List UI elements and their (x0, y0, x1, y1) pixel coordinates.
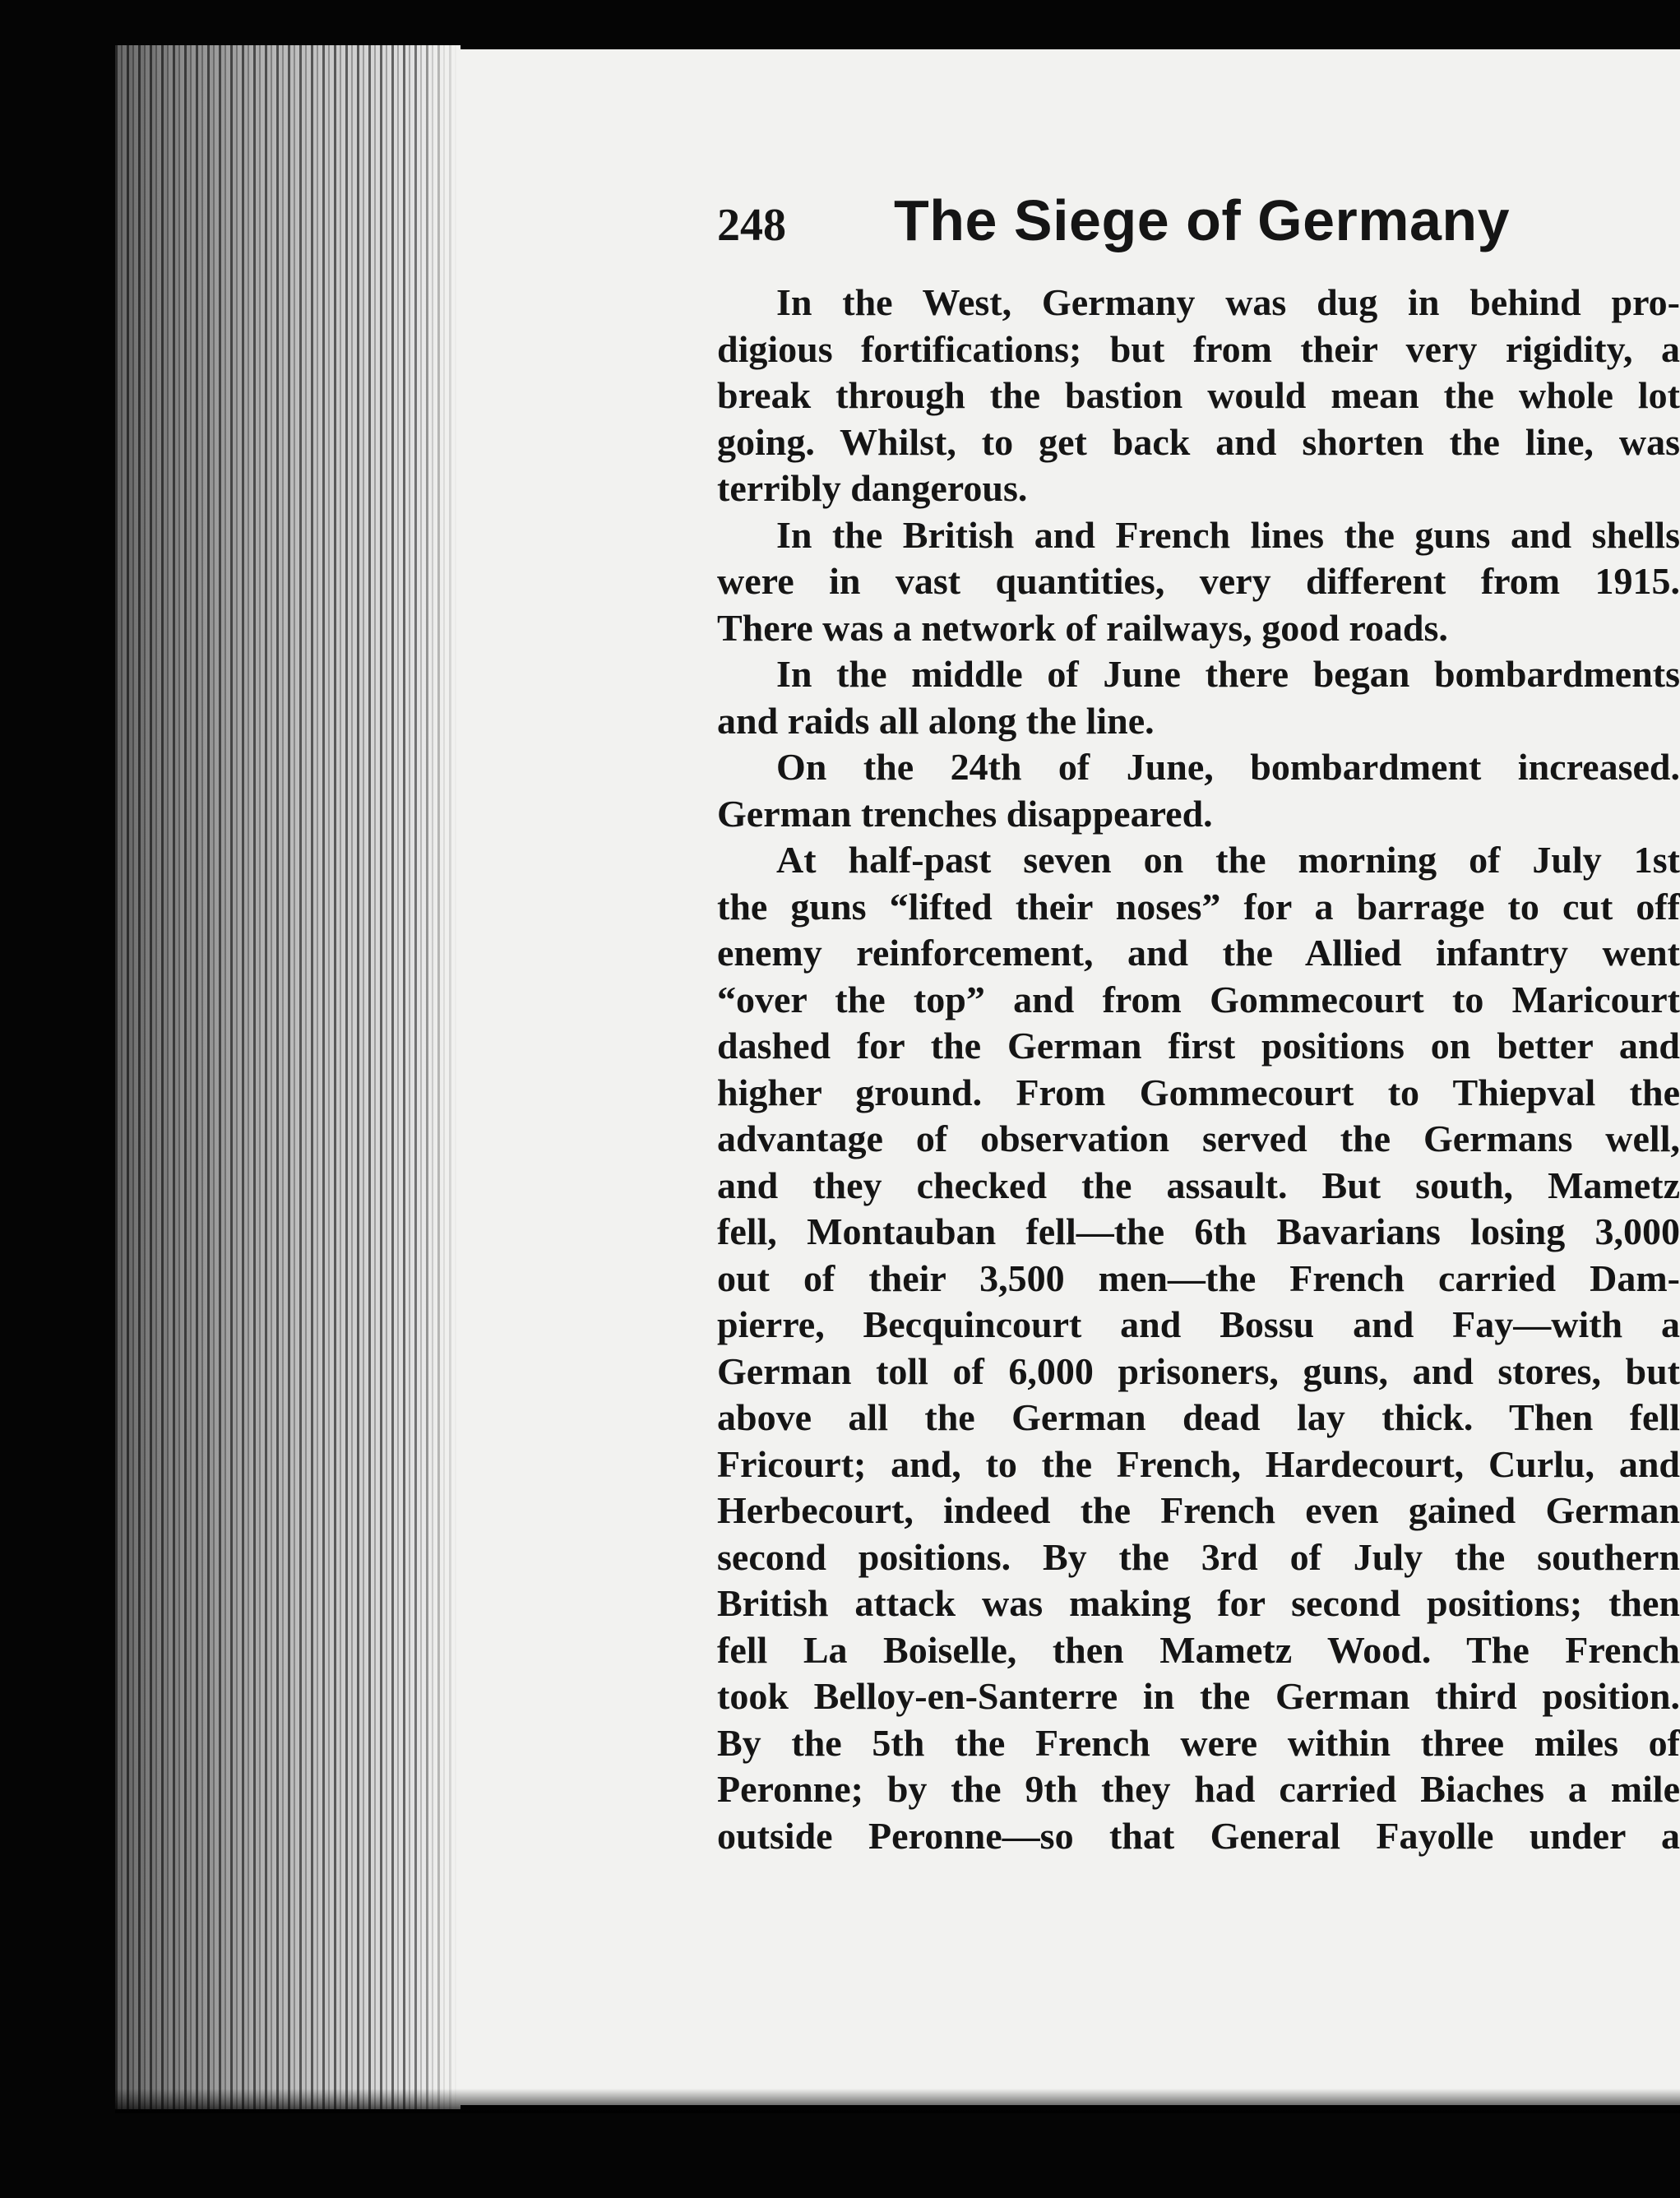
paragraph (717, 651, 1680, 744)
text-line: were in vast quantities, very different from 1915. (717, 560, 1680, 602)
page-number: 248 (717, 200, 786, 251)
text-line: German trenches disappeared. (717, 792, 1213, 835)
paragraph (717, 512, 1680, 652)
text-line: outside Peronne—so that General Fayolle under a (717, 1814, 1680, 1857)
paragraph (717, 744, 1680, 837)
text-line: enemy reinforcement, and the Allied infantry went (717, 932, 1680, 974)
text-line: By the 5th the French were within three miles of (717, 1721, 1680, 1764)
text-line: “over the top” and from Gommecourt to Maricourt (717, 978, 1680, 1020)
text-line: advantage of observation served the Germans well, (717, 1118, 1680, 1159)
text-line: There was a network of railways, good roads. (717, 606, 1448, 649)
text-line: At half-past seven on the morning of July 1st (776, 839, 1680, 881)
text-line: Peronne; by the 9th they had carried Biaches a mile (717, 1768, 1680, 1810)
text-line: terribly dangerous. (717, 467, 1028, 509)
paragraph (717, 280, 1680, 512)
text-line: higher ground. From Gommecourt to Thiepval the (717, 1071, 1680, 1113)
text-line: dashed for the German first positions on better and (717, 1025, 1680, 1067)
book-title: The Siege of Germany (894, 188, 1511, 252)
text-line: In the West, Germany was dug in behind pro- (776, 281, 1680, 323)
text-line: above all the German dead lay thick. Then fell (717, 1396, 1680, 1438)
text-line: took Belloy-en-Santerre in the German third position. (717, 1675, 1680, 1717)
text-line: On the 24th of June, bombardment increased. (776, 746, 1680, 788)
text-line: second positions. By the 3rd of July the southern (717, 1535, 1680, 1578)
text-line: and they checked the assault. But south, Mametz (717, 1164, 1680, 1206)
page-bottom-shadow (115, 2089, 1680, 2113)
text-line: break through the bastion would mean the whole lot (717, 374, 1680, 416)
page-text-block (717, 189, 1680, 1859)
text-line: digious fortifications; but from their very rigidity, a (717, 327, 1680, 370)
text-line: British attack was making for second positions; then (717, 1582, 1680, 1624)
text-line: German toll of 6,000 prisoners, guns, and stores, but (717, 1349, 1680, 1392)
text-line: Herbecourt, indeed the French even gained German (717, 1489, 1680, 1531)
text-line: fell, Montauban fell—the 6th Bavarians losing 3,000 (717, 1210, 1680, 1252)
page-edges-stack (115, 45, 460, 2109)
text-line: fell La Boiselle, then Mametz Wood. The French (717, 1628, 1680, 1671)
text-line: and raids all along the line. (717, 699, 1155, 742)
text-line: pierre, Becquincourt and Bossu and Fay—with a (717, 1303, 1680, 1345)
text-line: In the middle of June there began bombardments (776, 653, 1680, 695)
text-line: Fricourt; and, to the French, Hardecourt, Curlu, and (717, 1442, 1680, 1485)
text-line: out of their 3,500 men—the French carried Dam- (717, 1256, 1680, 1299)
text-line: going. Whilst, to get back and shorten the line, was (717, 420, 1680, 463)
text-line: the guns “lifted their noses” for a barrage to cut off (717, 885, 1680, 928)
paragraph (717, 837, 1680, 1859)
text-line: In the British and French lines the guns and shells (776, 513, 1680, 556)
running-head (717, 189, 1680, 263)
